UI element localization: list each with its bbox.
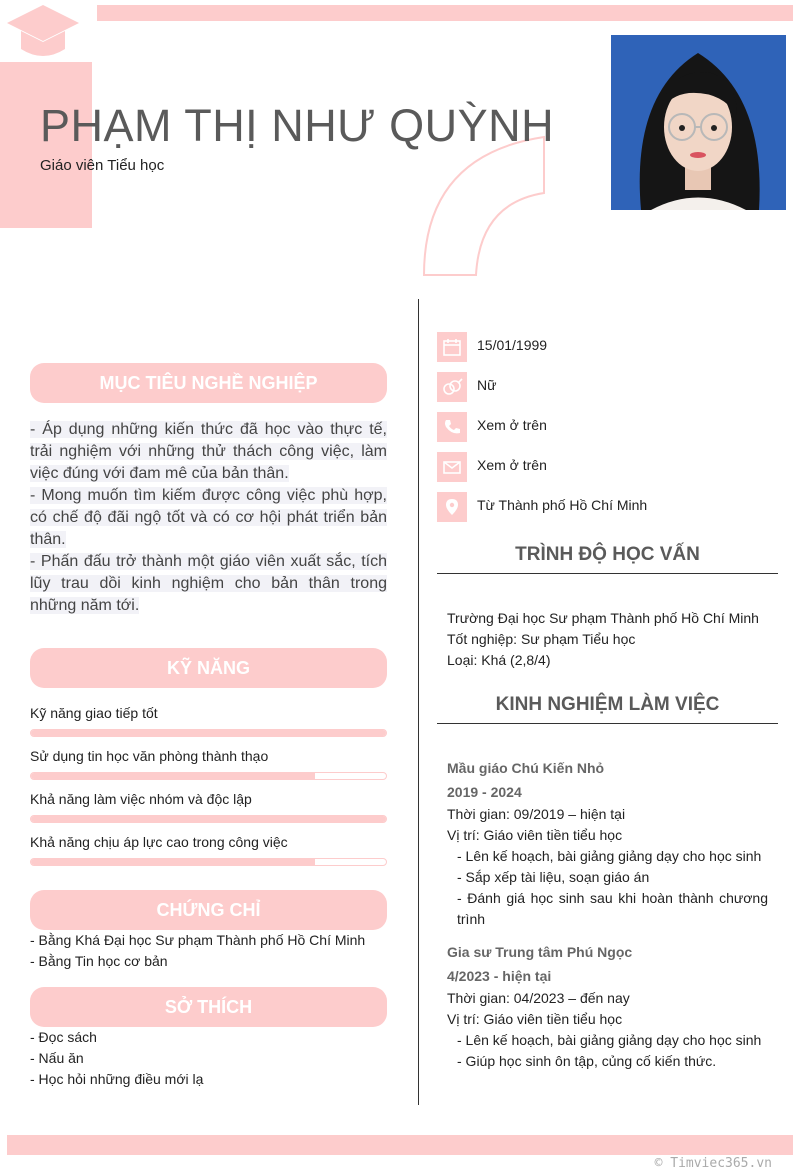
experience-entry [447, 942, 768, 1072]
profile-photo [611, 35, 786, 210]
section-header-hobbies: SỞ THÍCH [30, 987, 387, 1027]
phone-icon [437, 412, 467, 442]
gender-text: Nữ [477, 377, 497, 393]
contact-email [437, 452, 777, 482]
footer-watermark: © Timviec365.vn [654, 1156, 772, 1171]
portrait-illustration [611, 35, 786, 210]
column-divider [418, 299, 419, 1105]
contact-birthday [437, 332, 777, 362]
skill-bar [30, 772, 387, 780]
section-header-objective: MỤC TIÊU NGHỀ NGHIỆP [30, 363, 387, 403]
gender-icon [437, 372, 467, 402]
contact-phone [437, 412, 777, 442]
candidate-name: PHẠM THỊ NHƯ QUỲNH [40, 100, 555, 151]
calendar-icon [437, 332, 467, 362]
experience-org: Gia sư Trung tâm Phú Ngọc [447, 944, 633, 960]
list-item: - Bằng Khá Đại học Sư phạm Thành phố Hồ Chí Minh [30, 932, 366, 948]
education-major: Tốt nghiệp: Sư phạm Tiểu học [447, 631, 636, 647]
experience-org: Mầu giáo Chú Kiến Nhỏ [447, 760, 605, 776]
skill-label: Kỹ năng giao tiếp tốt [30, 705, 158, 721]
email-text: Xem ở trên [477, 457, 547, 473]
skill-bar-fill [31, 773, 315, 779]
skill-bar-fill [31, 816, 386, 822]
skill-bar-fill [31, 730, 386, 736]
skill-bar [30, 729, 387, 737]
section-underline [437, 573, 778, 574]
education-block [447, 608, 759, 671]
objective-paragraph-3: - Phấn đấu trở thành một giáo viên xuất sắc, tích lũy trau dồi kinh nghiệm cho bản thân trong những năm tới. [30, 553, 387, 614]
skill-bar-fill [31, 859, 315, 865]
experience-position: Vị trí: Giáo viên tiền tiểu học [447, 827, 623, 843]
email-icon [437, 452, 467, 482]
experience-period: 4/2023 - hiện tại [447, 968, 552, 984]
education-school: Trường Đại học Sư phạm Thành phố Hồ Chí Minh [447, 610, 759, 626]
experience-entry [447, 758, 768, 930]
education-grade: Loại: Khá (2,8/4) [447, 652, 551, 668]
certificate-list [30, 930, 365, 972]
contact-gender [437, 372, 777, 402]
objective-paragraph-2: - Mong muốn tìm kiếm được công việc phù hợp, có chế độ đãi ngộ tốt và có cơ hội phát triển bản thân. [30, 487, 387, 548]
list-item: - Đọc sách [30, 1029, 97, 1045]
skill-bar [30, 815, 387, 823]
experience-task: - Giúp học sinh ôn tập, củng cố kiến thức. [457, 1053, 717, 1069]
section-header-experience: KINH NGHIỆM LÀM VIỆC [495, 694, 720, 715]
hobby-list [30, 1027, 203, 1090]
contact-address [437, 492, 777, 522]
skill-label: Khả năng làm việc nhóm và độc lập [30, 791, 252, 807]
section-underline [437, 723, 778, 724]
job-title: Giáo viên Tiểu học [40, 157, 165, 174]
experience-period: 2019 - 2024 [447, 784, 522, 800]
skill-label: Sử dụng tin học văn phòng thành thạo [30, 748, 269, 764]
section-header-education: TRÌNH ĐỘ HỌC VẤN [515, 544, 700, 565]
list-item: - Nấu ăn [30, 1050, 84, 1066]
experience-task: - Sắp xếp tài liệu, soạn giáo án [457, 869, 650, 885]
experience-task: - Lên kế hoạch, bài giảng giảng dạy cho học sinh [457, 1032, 762, 1048]
address-text: Từ Thành phố Hồ Chí Minh [477, 497, 648, 513]
bottom-decor-bar [7, 1135, 793, 1155]
list-item: - Bằng Tin học cơ bản [30, 953, 168, 969]
location-pin-icon [437, 492, 467, 522]
birthday-text: 15/01/1999 [477, 337, 548, 353]
experience-task: - Đánh giá học sinh sau khi hoàn thành chương trình [457, 890, 768, 927]
skill-label: Khả năng chịu áp lực cao trong công việc [30, 834, 288, 850]
objective-paragraph-1: - Áp dụng những kiến thức đã học vào thực tế, trải nghiệm với những thử thách công việc, làm việc đúng với đam mê của bản thân. [30, 421, 387, 482]
arc-decor [420, 133, 548, 277]
graduation-cap-icon [5, 3, 81, 63]
list-item: - Học hỏi những điều mới lạ [30, 1071, 204, 1087]
section-header-certificates: CHỨNG CHỈ [30, 890, 387, 930]
experience-task: - Lên kế hoạch, bài giảng giảng dạy cho học sinh [457, 848, 762, 864]
phone-text: Xem ở trên [477, 417, 547, 433]
experience-position: Vị trí: Giáo viên tiền tiểu học [447, 1011, 623, 1027]
section-header-skills: KỸ NĂNG [30, 648, 387, 688]
experience-time: Thời gian: 09/2019 – hiện tại [447, 806, 626, 822]
skill-bar [30, 858, 387, 866]
objective-text [30, 419, 387, 617]
experience-time: Thời gian: 04/2023 – đến nay [447, 990, 630, 1006]
top-decor-bar [97, 5, 793, 21]
